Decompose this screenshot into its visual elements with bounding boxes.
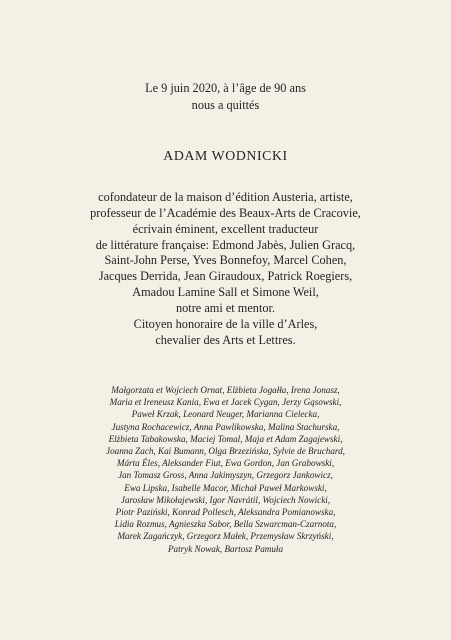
signers-line: Justyna Rochacewicz, Anna Pawlikowska, Malina Stachurska, [111, 421, 340, 432]
signers-line: Jan Tomasz Gross, Anna Jakimyszyn, Grzegorz Jankowicz, [118, 470, 333, 481]
signers-line: Márta Éles, Aleksander Fiut, Ewa Gordon, Jan Grabowski, [116, 458, 335, 469]
biography-line: cofondateur de la maison d’édition Austeria, artiste, [98, 190, 353, 204]
signers-line: Jarosław Mikołajewski, Igor Navrátil, Wojciech Nowicki, [120, 494, 331, 505]
signers-line: Marek Zagańczyk, Grzegorz Małek, Przemysław Skrzyński, [117, 531, 334, 542]
signers-line: Paweł Krzak, Leonard Neuger, Marianna Cielecka, [131, 409, 320, 420]
signers-line: Elżbieta Tabakowska, Maciej Tomal, Maja et Adam Zagajewski, [108, 433, 343, 444]
biography [0, 190, 451, 348]
biography-line: Saint-John Perse, Yves Bonnefoy, Marcel Cohen, [104, 253, 347, 268]
signers-line: Maria et Ireneusz Kania, Ewa et Jacek Cygan, Jerzy Gąsowski, [109, 397, 342, 408]
biography-line: chevalier des Arts et Lettres. [155, 332, 296, 347]
announcement [0, 80, 451, 114]
biography-line: Citoyen honoraire de la ville d’Arles, [133, 316, 318, 331]
biography-line: Amadou Lamine Sall et Simone Weil, [132, 285, 319, 300]
signers-line: Lidia Rozmus, Agnieszka Sabor, Bella Szwarcman-Czarnota, [114, 519, 337, 530]
signers-line: Piotr Paziński, Konrad Pollesch, Aleksandra Pomianowska, [115, 507, 336, 518]
biography-line: professeur de l’Académie des Beaux-Arts de Cracovie, [90, 205, 361, 220]
signers-line: Joanna Zach, Kai Bumann, Olga Brzezińska, Sylvie de Bruchard, [106, 446, 345, 457]
signers-list [0, 384, 451, 555]
biography-line: Jacques Derrida, Jean Giraudoux, Patrick Roegiers, [98, 269, 353, 284]
signers-line: Małgorzata et Wojciech Ornat, Elżbieta Jogałła, Irena Jonasz, [111, 385, 340, 395]
biography-line: écrivain éminent, excellent traducteur [132, 221, 319, 236]
announcement-line: nous a quittés [191, 98, 260, 112]
signers-line: Ewa Lipska, Isabelle Macor, Michał Paweł Markowski, [124, 482, 327, 493]
signers-line: Patryk Nowak, Bartosz Pamuła [167, 543, 284, 554]
deceased-name: ADAM WODNICKI [163, 148, 288, 163]
biography-line: notre ami et mentor. [175, 300, 276, 315]
biography-line: de littérature française: Edmond Jabès, Julien Gracq, [95, 237, 356, 252]
announcement-line: Le 9 juin 2020, à l’âge de 90 ans [145, 81, 306, 95]
